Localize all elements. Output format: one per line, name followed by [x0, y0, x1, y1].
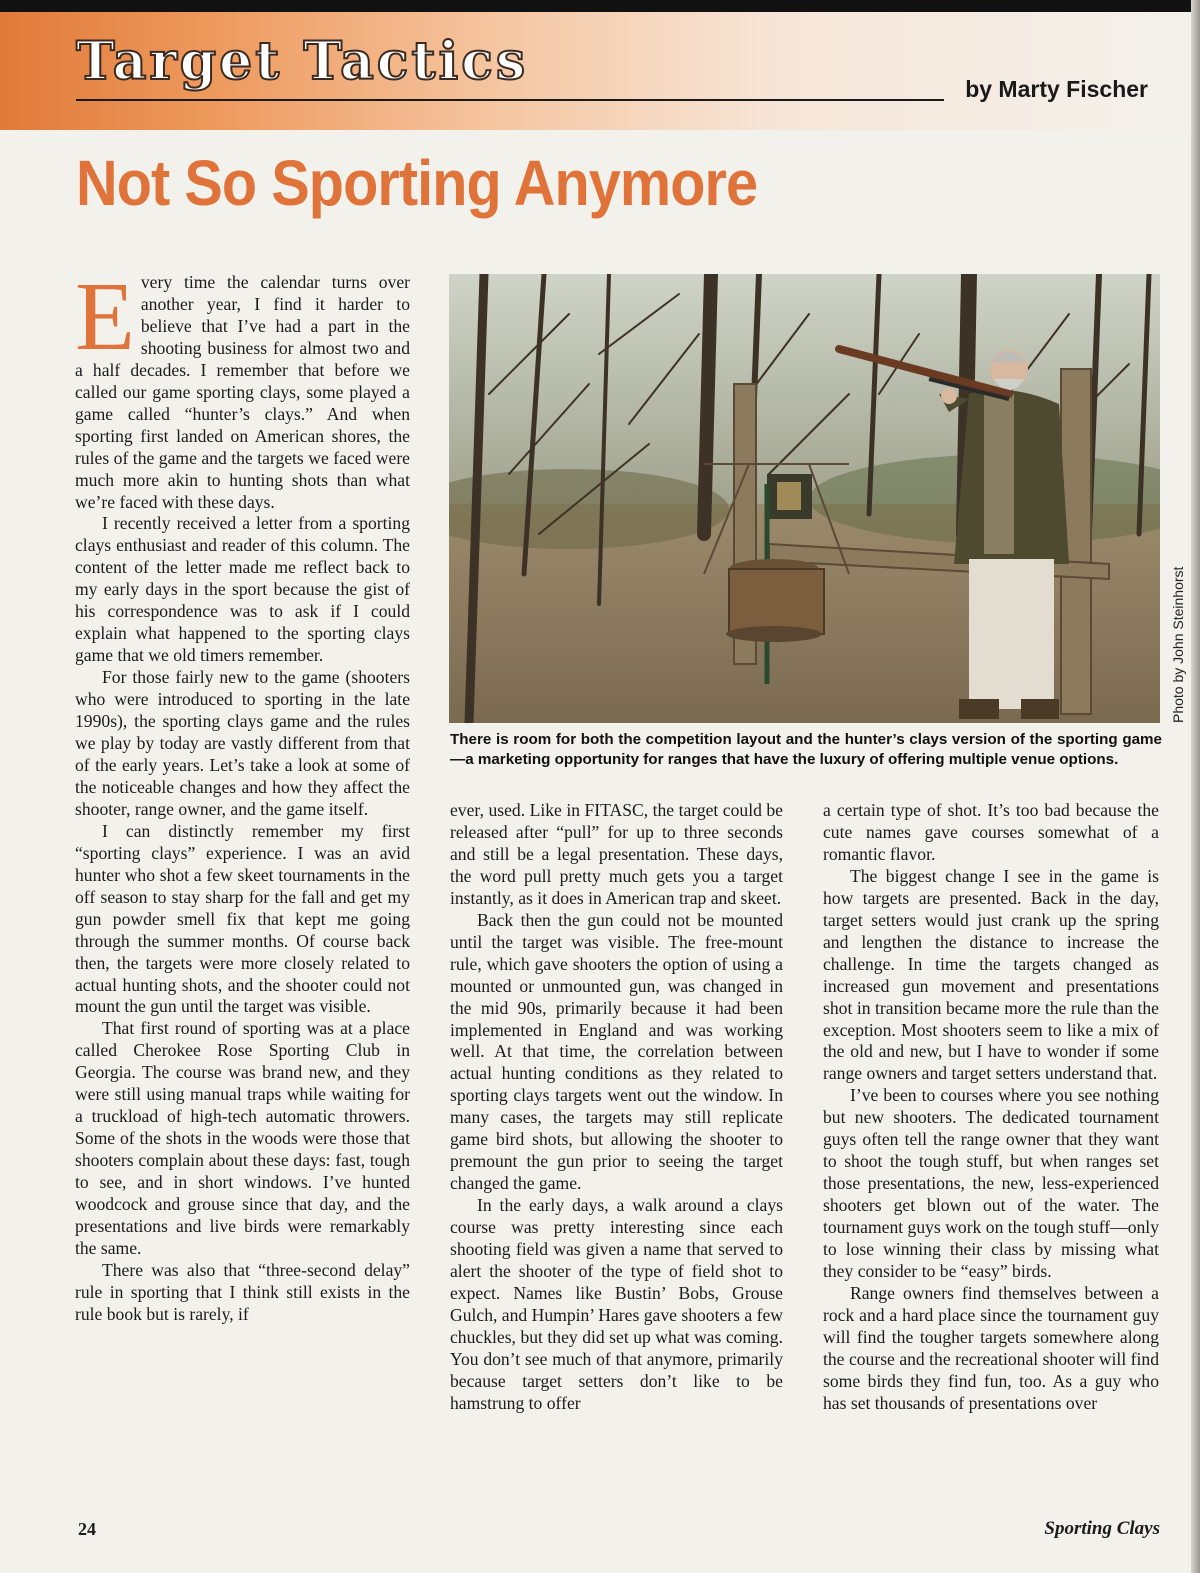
page-edge	[1191, 0, 1200, 1573]
paragraph: For those fairly new to the game (shooters who were introduced to sporting in the late 1990s), the sporting clays game and the rules we play by today are vastly different from that of the early years. Let’s take a look at some of the noticeable changes and how they affect the shooter, range owner, and the game itself.	[75, 667, 410, 819]
photo-credit: Photo by John Steinhorst	[1170, 566, 1186, 723]
header-rule	[76, 99, 944, 101]
top-edge	[0, 0, 1200, 12]
paragraph: The biggest change I see in the game is how targets are presented. Back in the day, target setters would just crank up the spring and lengthen the distance to increase the challenge. In time the targets changed as increased gun movement and presentations shot in transition became more the rule than the exception. Most shooters seem to like a mix of the old and new, but I have to wonder if some range owners and target setters understand that.	[823, 865, 1159, 1084]
paragraph: I recently received a letter from a sporting clays enthusiast and reader of this column. The content of the letter made me reflect back to my early days in the sport because the gist of his correspondence was to ask if I could explain what happened to the sporting clays game that we old timers remember.	[75, 513, 410, 666]
paragraph: ever, used. Like in FITASC, the target could be released after “pull” for up to three seconds and still be a legal presentation. These days, the word pull pretty much gets you a target instantly, as it does in American trap and skeet.	[450, 800, 783, 908]
byline: by Marty Fischer	[965, 76, 1148, 102]
photo-caption: There is room for both the competition layout and the hunter’s clays version of the sporting game—a marketing opportunity for ranges that have the luxury of offering multiple venue options.	[450, 731, 1162, 768]
paragraph: That first round of sporting was at a place called Cherokee Rose Sporting Club in Georgia. The course was brand new, and they were still using manual traps while waiting for a truckload of high-tech automatic throwers. Some of the shots in the woods were those that shooters complain about these days: fast, tough to see, and in short windows. I’ve hunted woodcock and grouse since that day, and the presentations and live birds were remarkably the same.	[75, 1018, 410, 1258]
paragraph	[75, 263, 410, 513]
paragraph: In the early days, a walk around a clays course was pretty interesting since each shooting field was given a name that served to alert the shooter of the type of field shot to expect. Names like Bustin’ Bobs, Grouse Gulch, and Humpin’ Hares gave shooters a few chuckles, but they did set up what was coming. You don’t see much of that anymore, primarily because target setters don’t like to be hamstrung to offer	[450, 1195, 783, 1413]
paragraph: I’ve been to courses where you see nothing but new shooters. The dedicated tournament guys often tell the range owner that they want to shoot the tough stuff, but when ranges set those presentations, the new, less-experienced shooters get blown out of the water. The tournament guys work on the tough stuff—only to lose winning their class by missing what they consider to be “easy” birds.	[823, 1085, 1159, 1282]
paragraph: There was also that “three-second delay” rule in sporting that I think still exists in the rule book but is rarely, if	[75, 1259, 410, 1324]
page-number: 24	[78, 1519, 96, 1539]
article-column-2	[450, 800, 783, 1415]
magazine-name: Sporting Clays	[1044, 1518, 1160, 1539]
drop-cap: E	[75, 263, 135, 371]
article-photo	[449, 274, 1160, 723]
paragraph: Range owners find themselves between a rock and a hard place since the tournament guy will find the tougher targets somewhere along the course and the recreational shooter will find some birds they find fun, too. As a guy who has set thousands of presentations over	[823, 1282, 1159, 1413]
paragraph: a certain type of shot. It’s too bad because the cute names gave courses somewhat of a romantic flavor.	[823, 800, 1159, 864]
paragraph: Back then the gun could not be mounted until the target was visible. The free-mount rule, which gave shooters the option of using a mounted or unmounted gun, was changed in the mid 90s, primarily because it had been implemented in England and was working well. At that time, the correlation between actual hunting conditions as they related to sporting clays targets went out the window. In many cases, the targets may still replicate game bird shots, but allowing the shooter to premount the gun prior to seeing the target changed the game.	[450, 909, 783, 1194]
article-column-3	[823, 800, 1159, 1415]
paragraph-text: very time the calendar turns over another year, I find it harder to believe that I’ve had a part in the shooting business for almost two and a half decades. I remember that before we called our game sporting clays, some played a game called “hunter’s clays.” And when sporting first landed on American shores, the rules of the game and the targets we faced were much more akin to hunting shots than what we’re faced with these days.	[75, 272, 410, 512]
paragraph: I can distinctly remember my first “sporting clays” experience. I was an avid hunter who shot a few skeet tournaments in the off season to stay sharp for the fall and get my gun powder smell fix that kept me going through the summer months. Of course back then, the targets were more closely related to actual hunting shots, and the shooter could not mount the gun until the target was visible.	[75, 820, 410, 1017]
article-column-1	[75, 263, 410, 1326]
article-headline: Not So Sporting Anymore	[76, 147, 758, 219]
section-title: Target Tactics	[76, 31, 529, 92]
